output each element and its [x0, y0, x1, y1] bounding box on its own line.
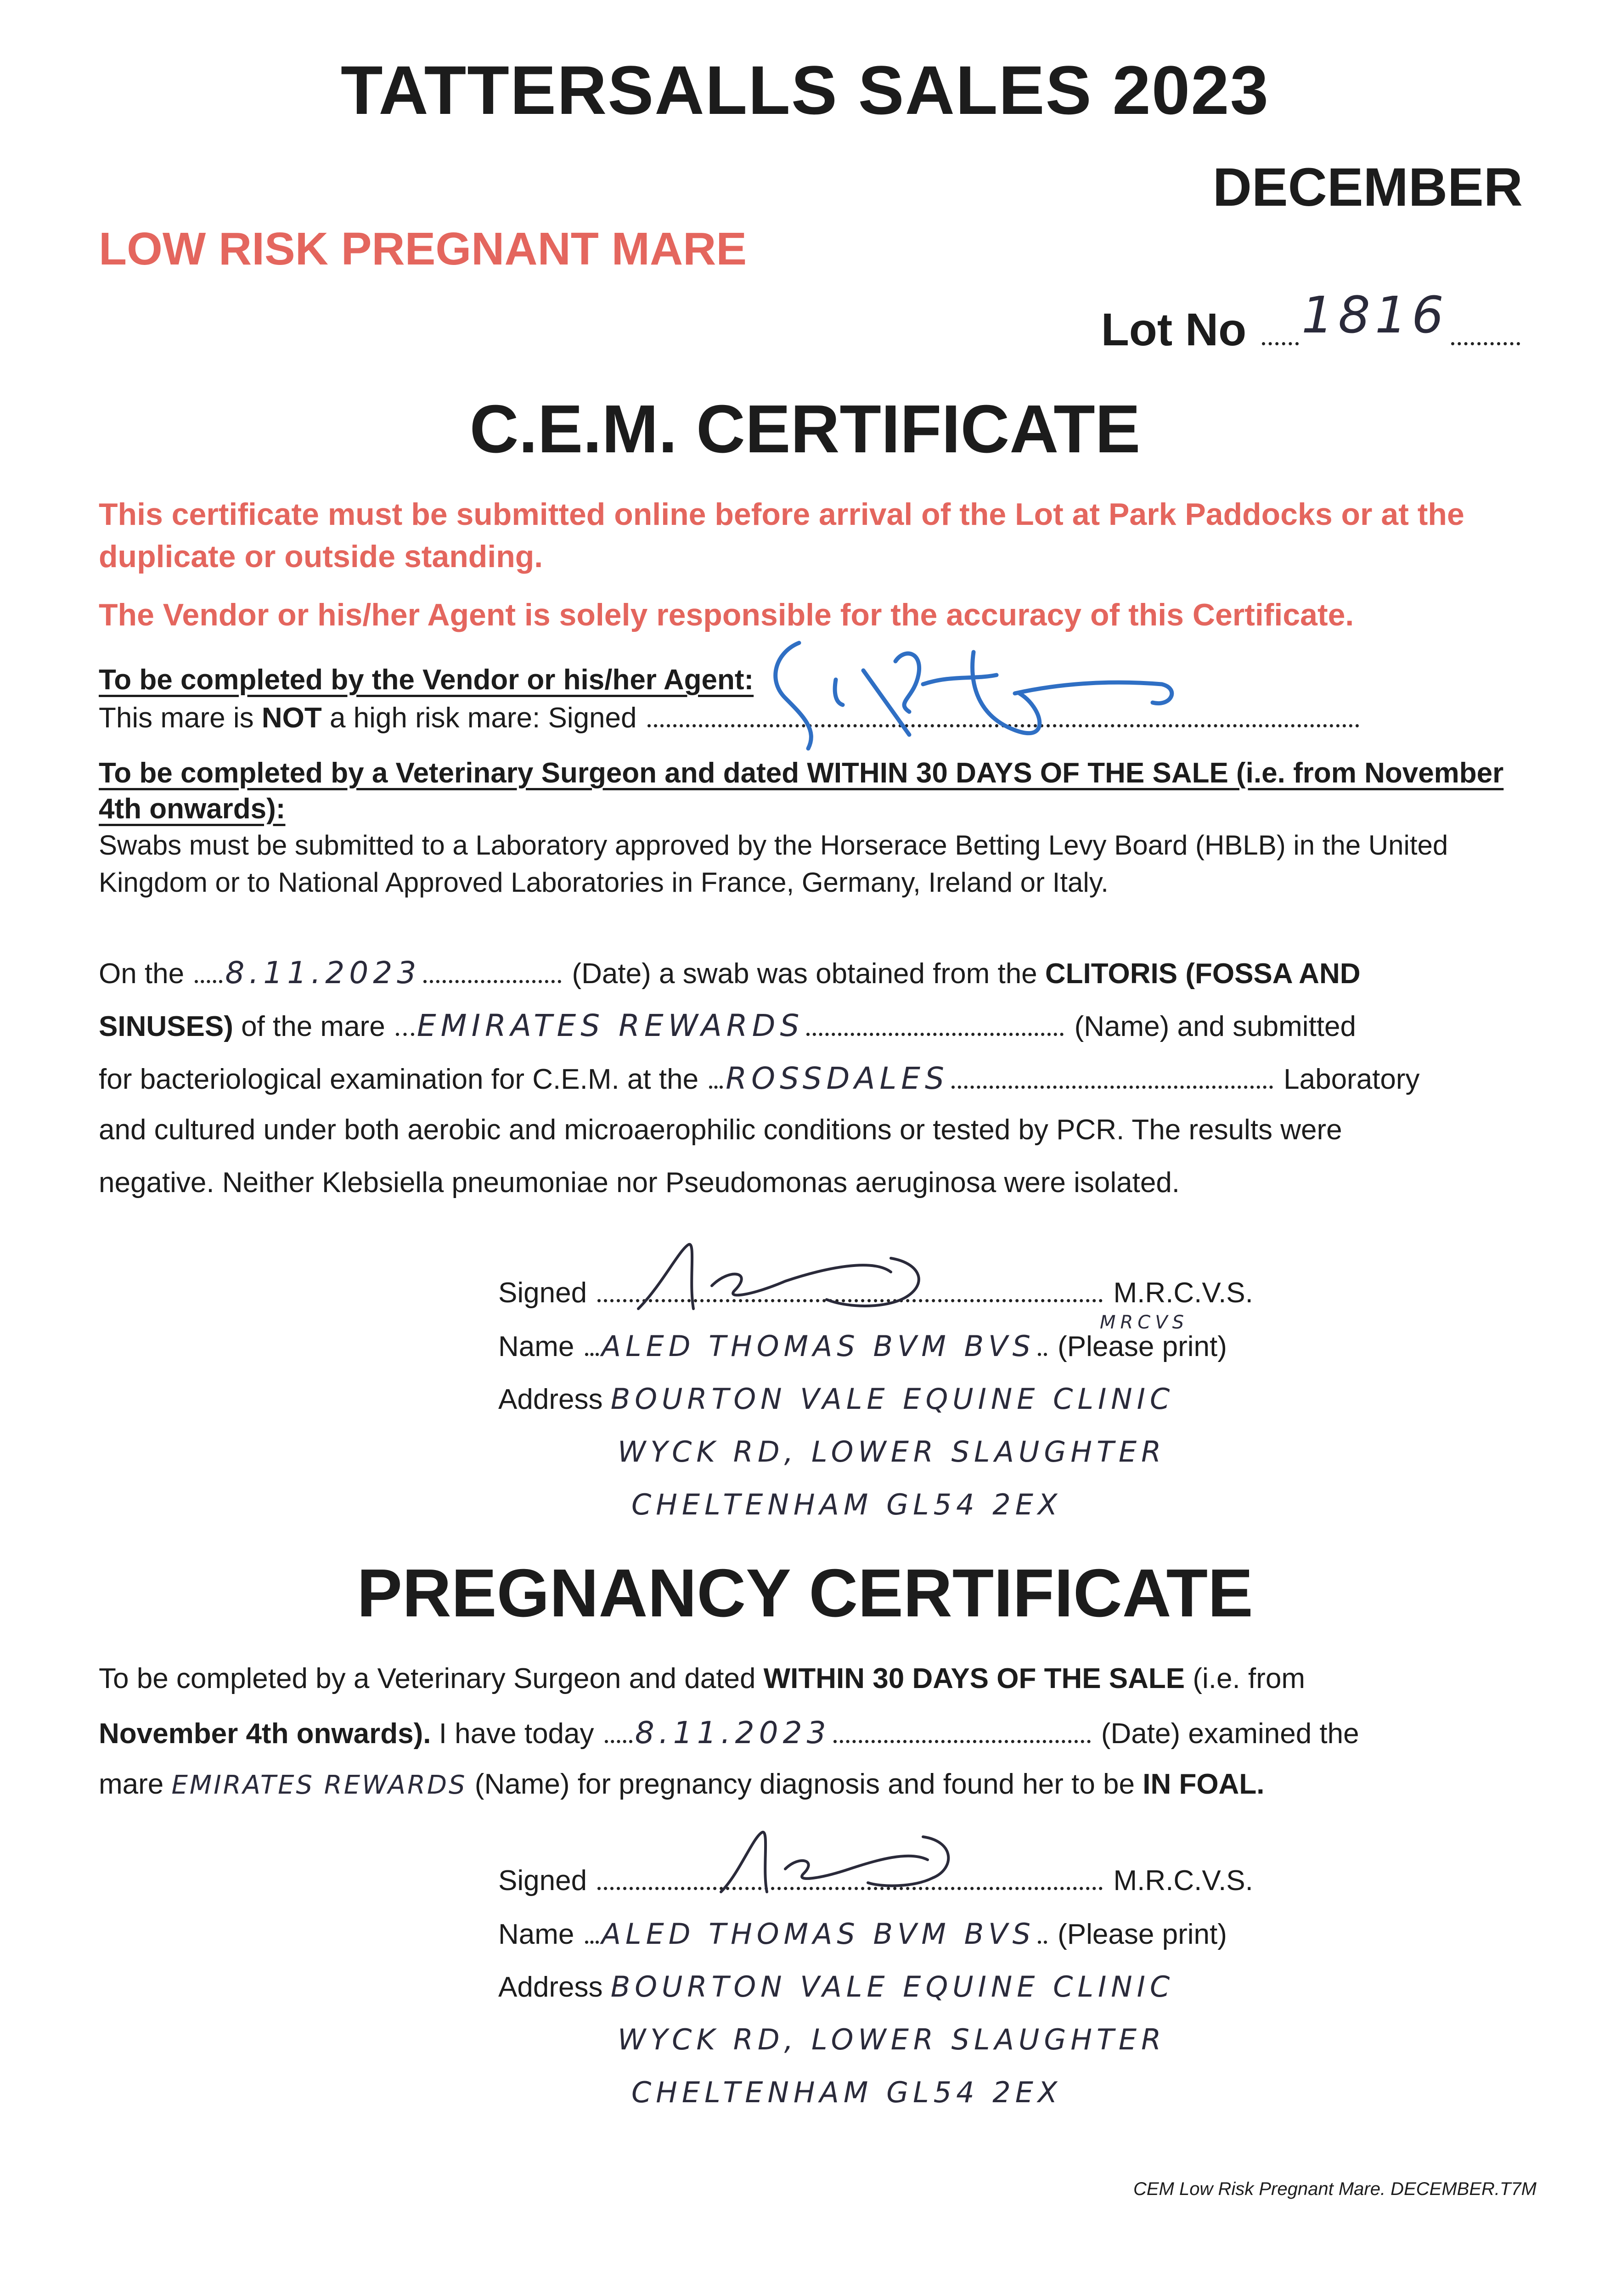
cem-line-mare: [99, 1008, 1527, 1061]
signed-label: Signed: [498, 1277, 587, 1309]
address-label: Address: [498, 1384, 603, 1415]
in-foal-result: IN FOAL.: [1143, 1768, 1265, 1800]
preg-line3-post: (Name) for pregnancy diagnosis and found her to be: [474, 1768, 1135, 1800]
cem-address-row-1: [498, 1382, 1463, 1435]
preg-line2-bold: November 4th onwards).: [99, 1718, 431, 1750]
swab-note: Swabs must be submitted to a Laboratory approved by the Horserace Betting Levy Board (HBLB) in the United Kingdom or to National Approved Laboratories in France, Germany, Ireland or Italy.: [99, 830, 1448, 898]
swab-site: CLITORIS (FOSSA AND: [1045, 958, 1361, 990]
preg-mrcvs-label: M.R.C.V.S.: [1113, 1865, 1253, 1896]
preg-name-row: [498, 1917, 1463, 1970]
preg-signed-row: [498, 1864, 1463, 1917]
cem-line-negative: negative. Neither Klebsiella pneumoniae nor Pseudomonas aeruginosa were isolated.: [99, 1167, 1180, 1199]
preg-address-row-3: [498, 2076, 1463, 2128]
preg-please-print-label: (Please print): [1058, 1919, 1227, 1950]
please-print-label: (Please print): [1058, 1331, 1227, 1362]
lot-label: Lot No: [1101, 304, 1247, 355]
exam-label: for bacteriological examination for C.E.M. at the: [99, 1064, 699, 1095]
risk-label: LOW RISK PREGNANT MARE: [99, 223, 747, 275]
preg-address-1: BOURTON VALE EQUINE CLINIC: [610, 1970, 1175, 2003]
cem-line-lab: [99, 1061, 1527, 1114]
lot-number-value: 1816: [1301, 286, 1448, 344]
vendor-heading: To be completed by the Vendor or his/her Agent:: [99, 664, 754, 696]
preg-line-2: [99, 1715, 1527, 1768]
preg-address-label: Address: [498, 1971, 603, 2003]
preg-line1-pre: To be completed by a Veterinary Surgeon and dated: [99, 1663, 756, 1694]
preg-line2-pre: I have today: [439, 1718, 594, 1750]
lab-suffix: Laboratory: [1283, 1064, 1420, 1095]
lab-name: ROSSDALES: [726, 1061, 949, 1096]
preg-address-row-1: [498, 1970, 1463, 2023]
pregnancy-certificate-title: PREGNANCY CERTIFICATE: [357, 1555, 1253, 1631]
footer-reference: CEM Low Risk Pregnant Mare. DECEMBER.T7M: [1133, 2179, 1537, 2199]
cem-address-2: WYCK RD, LOWER SLAUGHTER: [618, 1435, 1166, 1469]
date-suffix: (Date) a swab was obtained from the: [572, 958, 1037, 990]
cem-address-row-3: [498, 1488, 1463, 1541]
preg-vet-signature: [716, 1818, 974, 1901]
vet-heading: To be completed by a Veterinary Surgeon and dated WITHIN 30 DAYS OF THE SALE (i.e. from November 4th onwards):: [99, 757, 1504, 825]
cem-line-date: [99, 955, 1527, 1008]
preg-signed-label: Signed: [498, 1865, 587, 1896]
preg-mare-label: mare: [99, 1768, 164, 1800]
sale-month: DECEMBER: [1212, 157, 1523, 218]
cem-statement: [99, 955, 1527, 1219]
preg-address-3: CHELTENHAM GL54 2EX: [631, 2076, 1062, 2109]
preg-line2-post: (Date) examined the: [1101, 1718, 1359, 1750]
cem-vet-signature: [634, 1231, 955, 1318]
preg-address-2: WYCK RD, LOWER SLAUGHTER: [618, 2023, 1166, 2056]
submission-notice: This certificate must be submitted online before arrival of the Lot at Park Paddocks or at the duplicate or outside standing.: [99, 497, 1464, 574]
of-the-mare-label: of the mare: [241, 1011, 385, 1042]
cem-certificate-title: C.E.M. CERTIFICATE: [469, 391, 1141, 467]
cem-line-cultured: and cultured under both aerobic and microaerophilic conditions or tested by PCR. The results were: [99, 1114, 1342, 1146]
preg-line1-post: (i.e. from: [1193, 1663, 1305, 1694]
cem-address-1: BOURTON VALE EQUINE CLINIC: [610, 1382, 1175, 1416]
cem-date-value: 8.11.2023: [225, 955, 421, 990]
cem-vet-name: ALED THOMAS BVM BVS: [601, 1329, 1035, 1363]
mrcvs-label: M.R.C.V.S.: [1113, 1277, 1253, 1309]
pregnancy-statement: [99, 1662, 1527, 1821]
vendor-line-not: NOT: [261, 702, 322, 734]
sales-title: TATTERSALLS SALES 2023: [340, 51, 1270, 129]
preg-line-1: [99, 1662, 1527, 1715]
preg-address-row-2: [498, 2023, 1463, 2076]
name-suffix: (Name) and submitted: [1074, 1011, 1356, 1042]
vendor-line-post: a high risk mare: Signed: [321, 702, 637, 734]
cem-mare-name: EMIRATES REWARDS: [417, 1008, 804, 1043]
cem-address-row-2: [498, 1435, 1463, 1488]
cem-vet-qualification: MRCVS: [1100, 1312, 1188, 1333]
preg-date-value: 8.11.2023: [635, 1715, 831, 1750]
on-the-label: On the: [99, 958, 185, 990]
preg-name-label: Name: [498, 1919, 574, 1950]
lot-number-field: [1101, 286, 1523, 357]
vendor-signature: [758, 625, 1199, 762]
name-label: Name: [498, 1331, 574, 1362]
preg-mare-name: EMIRATES REWARDS: [171, 1770, 467, 1800]
cem-address-3: CHELTENHAM GL54 2EX: [631, 1488, 1062, 1521]
preg-line-3: [99, 1768, 1527, 1821]
cem-name-row: [498, 1312, 1463, 1382]
preg-vet-signature-block: [498, 1864, 1463, 2128]
preg-line1-bold: WITHIN 30 DAYS OF THE SALE: [763, 1663, 1185, 1694]
vendor-line-pre: This mare is: [99, 702, 262, 734]
preg-vet-name: ALED THOMAS BVM BVS: [601, 1917, 1035, 1951]
swab-site-2: SINUSES): [99, 1011, 233, 1042]
responsibility-notice: The Vendor or his/her Agent is solely responsible for the accuracy of this Certificate.: [99, 597, 1354, 632]
